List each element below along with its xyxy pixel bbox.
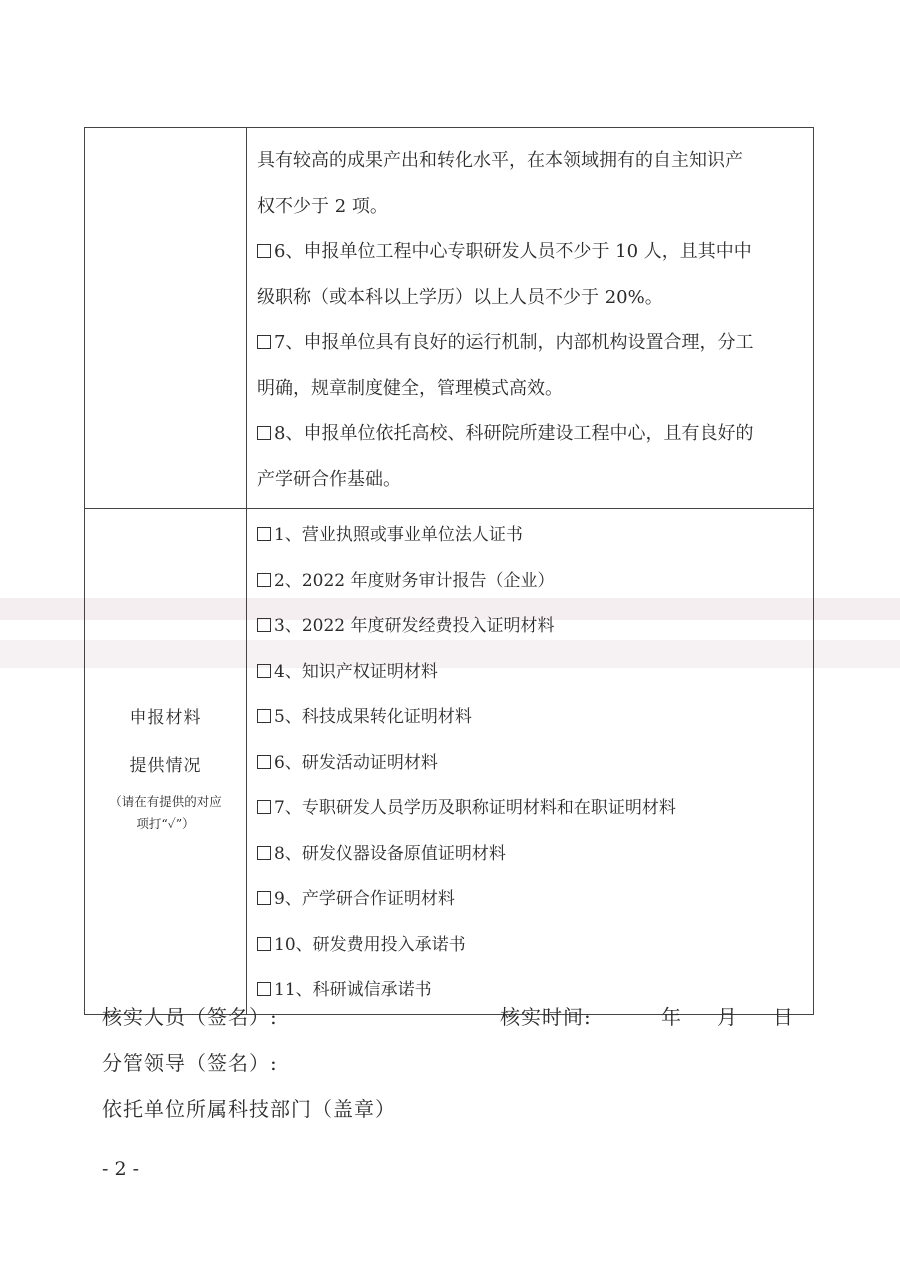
verify-time-label: 核实时间:	[500, 1005, 592, 1029]
checkbox[interactable]	[257, 527, 271, 541]
criteria-cell	[247, 128, 814, 509]
department-seal-label: 依托单位所属科技部门（盖章）	[102, 1097, 396, 1121]
criteria-left-cell	[85, 128, 247, 509]
material-item-9: 9、产学研合作证明材料	[257, 877, 813, 923]
criterion-8-line2: 产学研合作基础。	[257, 468, 401, 490]
material-item-7: 7、专职研发人员学历及职称证明材料和在职证明材料	[257, 786, 813, 832]
material-item-4: 4、知识产权证明材料	[257, 650, 813, 696]
materials-note-line1: （请在有提供的对应	[109, 794, 222, 809]
checkbox[interactable]	[257, 618, 271, 632]
checkbox[interactable]	[257, 937, 271, 951]
material-item-1: 1、营业执照或事业单位法人证书	[257, 513, 813, 559]
material-item-8: 8、研发仪器设备原值证明材料	[257, 832, 813, 878]
leader-signature-label: 分管领导（签名）:	[102, 1051, 278, 1075]
materials-note-line2: 项打“✓”）	[136, 816, 195, 831]
materials-label-line2: 提供情况	[129, 756, 202, 776]
checkbox[interactable]	[257, 335, 271, 349]
criterion-continuation-line2: 权不少于 2 项。	[257, 195, 388, 217]
material-item-6: 6、研发活动证明材料	[257, 741, 813, 787]
year-label: 年	[661, 1005, 682, 1029]
page-number: - 2 -	[102, 1158, 140, 1180]
material-item-3: 3、2022 年度研发经费投入证明材料	[257, 604, 813, 650]
criterion-7: 7、申报单位具有良好的运行机制，内部机构设置合理，分工	[257, 320, 813, 366]
criterion-continuation-line1: 具有较高的成果产出和转化水平，在本领域拥有的自主知识产	[257, 150, 743, 171]
checkbox[interactable]	[257, 755, 271, 769]
materials-label-line1: 申报材料	[129, 708, 202, 728]
checkbox[interactable]	[257, 709, 271, 723]
day-label: 日	[773, 1005, 794, 1029]
checkbox[interactable]	[257, 800, 271, 814]
material-item-5: 5、科技成果转化证明材料	[257, 695, 813, 741]
checkbox[interactable]	[257, 891, 271, 905]
checkbox[interactable]	[257, 664, 271, 678]
criterion-8: 8、申报单位依托高校、科研院所建设工程中心，且有良好的	[257, 411, 813, 457]
material-item-11: 11、科研诚信承诺书	[257, 968, 813, 1014]
materials-row	[85, 509, 814, 1015]
checkbox[interactable]	[257, 982, 271, 996]
material-item-2: 2、2022 年度财务审计报告（企业）	[257, 559, 813, 605]
checkbox[interactable]	[257, 426, 271, 440]
materials-list-cell	[247, 509, 814, 1015]
application-form-table	[84, 127, 814, 1015]
checkbox[interactable]	[257, 846, 271, 860]
criterion-6: 6、申报单位工程中心专职研发人员不少于 10 人，且其中中	[257, 229, 813, 275]
material-item-10: 10、研发费用投入承诺书	[257, 923, 813, 969]
verifier-signature-label: 核实人员（签名）:	[102, 1005, 278, 1029]
criteria-row	[85, 128, 814, 509]
criterion-7-line2: 明确，规章制度健全，管理模式高效。	[257, 377, 563, 399]
checkbox[interactable]	[257, 573, 271, 587]
month-label: 月	[717, 1005, 738, 1029]
criterion-6-line2: 级职称（或本科以上学历）以上人员不少于 20%。	[257, 286, 663, 308]
materials-label-cell	[85, 509, 247, 1015]
checkbox[interactable]	[257, 244, 271, 258]
